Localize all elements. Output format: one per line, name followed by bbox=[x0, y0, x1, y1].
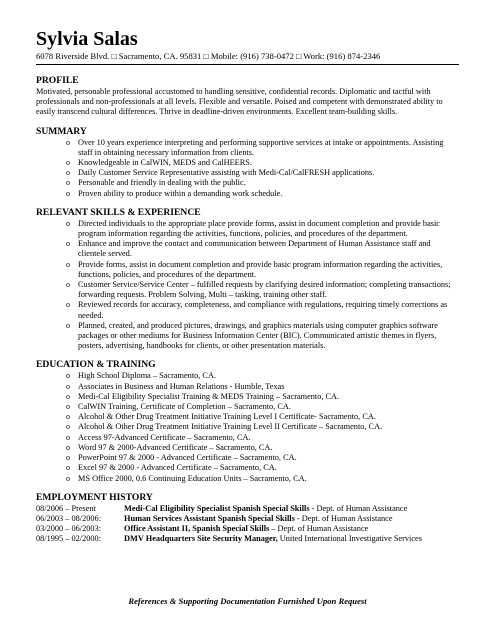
summary-list bbox=[36, 138, 459, 199]
employment-dates: 08/2006 – Present bbox=[36, 503, 96, 513]
employment-dates: 08/1995 – 02/2000: bbox=[36, 534, 101, 544]
list-item: o PowerPoint 97 & 2000 - Advanced Certificate – Sacramento, CA. bbox=[66, 453, 297, 463]
list-item: o Enhance and improve the contact and communication between Department of Human Assistance staff and clientele served. bbox=[66, 239, 431, 259]
bullet-marker: o bbox=[66, 137, 70, 147]
skills-list bbox=[36, 219, 459, 352]
bullet-marker: o bbox=[66, 391, 70, 401]
bullet-marker: o bbox=[66, 473, 70, 483]
list-item: o Proven ability to produce within a demanding work schedule. bbox=[66, 188, 283, 198]
employment-heading: EMPLOYMENT HISTORY bbox=[36, 491, 153, 503]
profile-text: Motivated, personable professional accustomed to handling sensitive, confidential records. Diplomatic and tactful with professionals and non-professionals at all levels. Flexible and versatile. Poised and competent with demonstrated ability to easily transcend cultural differences. Thrive in deadline-driven environments. Excellent team-building skills. bbox=[36, 87, 443, 117]
list-item: o Excel 97 & 2000 - Advanced Certificate – Sacramento, CA. bbox=[66, 463, 277, 473]
list-item: o Access 97-Advanced Certificate – Sacramento, CA. bbox=[66, 432, 251, 442]
references-note: References & Supporting Documentation Furnished Upon Request bbox=[128, 596, 367, 606]
bullet-marker: o bbox=[66, 158, 70, 168]
bullet-marker: o bbox=[66, 188, 70, 198]
list-item: o Reviewed records for accuracy, completeness, and compliance with regulations, requiring timely corrections as needed. bbox=[66, 300, 448, 320]
bullet-marker: o bbox=[66, 453, 70, 463]
bullet-marker: o bbox=[66, 239, 70, 249]
employment-table bbox=[36, 504, 422, 545]
bullet-marker: o bbox=[66, 280, 70, 290]
list-item: o Over 10 years experience interpreting and performing supportive services at intake or appointments. Assisting staff in obtaining necessary information from clients. bbox=[66, 137, 444, 157]
table-row bbox=[36, 504, 422, 514]
bullet-marker: o bbox=[66, 320, 70, 330]
education-list bbox=[36, 371, 459, 483]
bullet-marker: o bbox=[66, 402, 70, 412]
list-item: o Medi-Cal Eligibility Specialist Training & MEDS Training – Sacramento, CA. bbox=[66, 391, 340, 401]
bullet-marker: o bbox=[66, 218, 70, 228]
profile-heading: PROFILE bbox=[36, 75, 79, 86]
list-item: o Provide forms, assist in document completion and provide basic program information regarding the activities, functions, policies, and procedures of the department. bbox=[66, 259, 443, 279]
table-row bbox=[36, 534, 422, 544]
list-item: o Daily Customer Service Representative assisting with Medi-Cal/CalFRESH applications. bbox=[66, 168, 375, 178]
bullet-marker: o bbox=[66, 259, 70, 269]
bullet-marker: o bbox=[66, 300, 70, 310]
employment-position: Human Services Assistant Spanish Special Skills - Dept. of Human Assistance bbox=[124, 513, 393, 523]
contact-line: 6078 Riverside Blvd. □ Sacramento, CA. 95831 □ Mobile: (916) 738-0472 □ Work: (916) 874-2346 bbox=[36, 51, 381, 61]
education-heading: EDUCATION & TRAINING bbox=[36, 359, 156, 371]
list-item: o Directed individuals to the appropriate place provide forms, assist in document completion and provide basic program information regarding the activities, functions, policies, and procedures of the department. bbox=[66, 218, 440, 239]
bullet-marker: o bbox=[66, 412, 70, 422]
employment-dates: 03/2000 – 06/2003: bbox=[36, 524, 101, 534]
list-item: o Customer Service/Service Center – fulfilled requests by clarifying desired information; completing transactions; forwarding requests. Problem Solving, Multi – tasking, training other staff. bbox=[66, 280, 451, 300]
list-item: o MS Office 2000, 0.6 Continuing Education Units – Sacramento, CA. bbox=[66, 473, 307, 483]
bullet-marker: o bbox=[66, 422, 70, 432]
list-item: o Alcohol & Other Drug Treatment Initiative Training Level I Certificate- Sacramento, CA. bbox=[66, 412, 376, 422]
list-item: o Knowledgeable in CalWIN, MEDS and CalHEERS. bbox=[66, 158, 252, 168]
bullet-marker: o bbox=[66, 463, 70, 473]
list-item: o Associates in Business and Human Relations - Humble, Texas bbox=[66, 381, 285, 391]
candidate-name: Sylvia Salas bbox=[36, 28, 138, 50]
table-row bbox=[36, 524, 422, 534]
employment-dates: 06/2003 – 08/2006: bbox=[36, 513, 101, 523]
bullet-marker: o bbox=[66, 381, 70, 391]
table-row bbox=[36, 514, 422, 524]
summary-heading: SUMMARY bbox=[36, 125, 87, 137]
list-item: o CalWIN Training, Certificate of Completion – Sacramento, CA. bbox=[66, 402, 291, 412]
list-item: o High School Diploma – Sacramento, CA. bbox=[66, 371, 217, 381]
employment-position: DMV Headquarters Site Security Manager, United International Investigative Services bbox=[124, 534, 422, 544]
employment-position: Medi-Cal Eligibility Specialist Spanish Special Skills - Dept. of Human Assistance bbox=[124, 503, 408, 513]
list-item: o Word 97 & 2000-Advanced Certificate – Sacramento, CA. bbox=[66, 442, 273, 452]
list-item: o Personable and friendly in dealing with the public. bbox=[66, 178, 246, 188]
bullet-marker: o bbox=[66, 442, 70, 452]
employment-position: Office Assistant II, Spanish Special Skills – Dept. of Human Assistance bbox=[124, 524, 369, 534]
bullet-marker: o bbox=[66, 168, 70, 178]
bullet-marker: o bbox=[66, 432, 70, 442]
bullet-marker: o bbox=[66, 371, 70, 381]
list-item: o Planned, created, and produced pictures, drawings, and graphics materials using computer graphics software packages or other mediums for Business Information Center (BIC). Communicated artistic themes in flyers, posters, advertising, handbooks for clients, or other presentation materials. bbox=[66, 320, 438, 351]
header-divider bbox=[36, 64, 459, 65]
list-item: o Alcohol & Other Drug Treatment Initiative Training Level II Certificate – Sacramento, CA. bbox=[66, 422, 383, 432]
skills-heading: RELEVANT SKILLS & EXPERIENCE bbox=[36, 206, 201, 218]
bullet-marker: o bbox=[66, 178, 70, 188]
